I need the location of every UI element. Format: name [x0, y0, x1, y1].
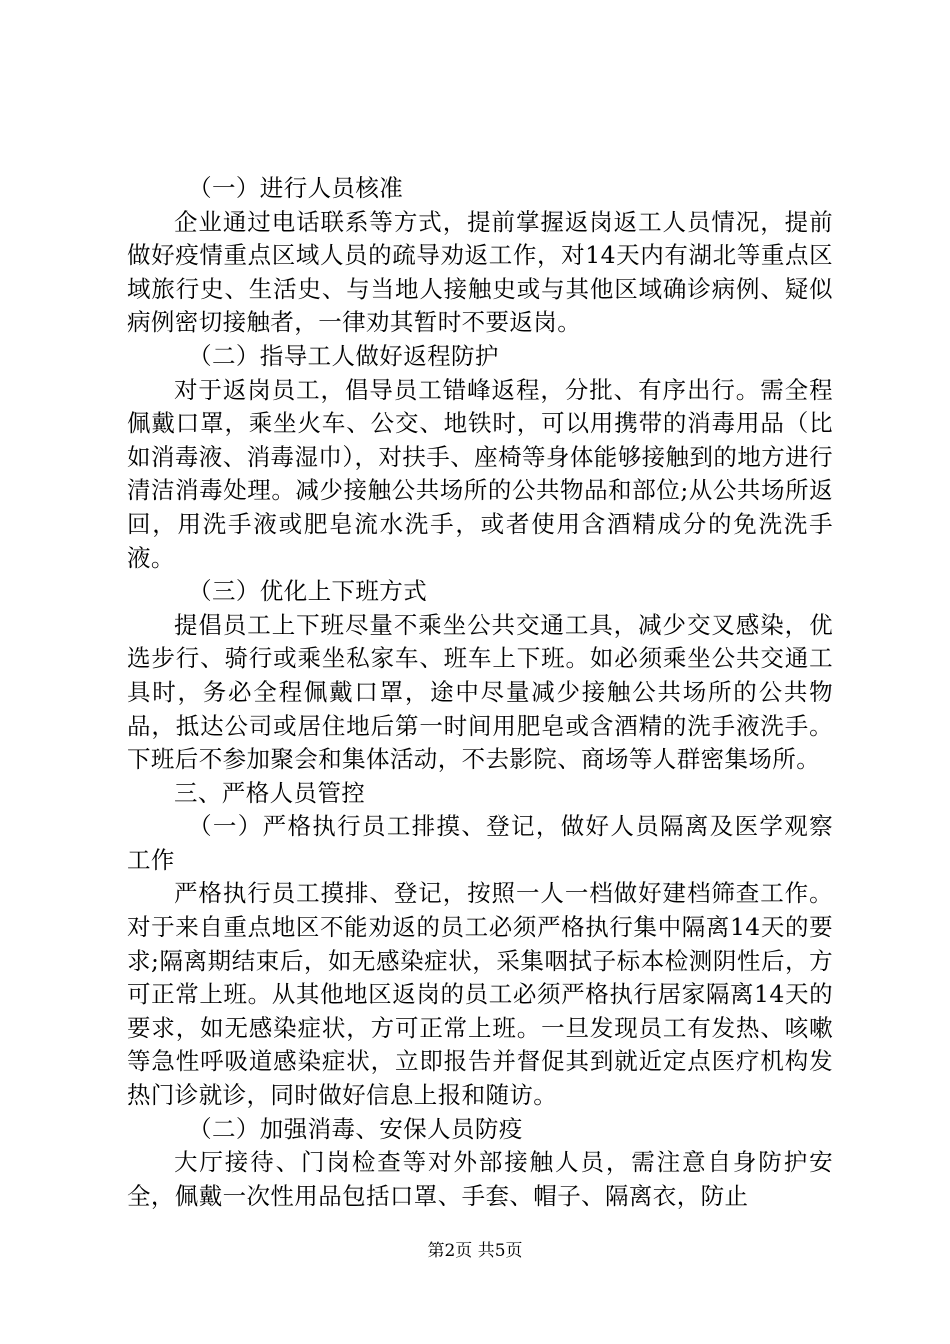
- paragraph-registration-isolation: 严格执行员工摸排、登记，按照一人一档做好建档筛查工作。对于来自重点地区不能劝返的员工必须严格执行集中隔离14天的要求;隔离期结束后，如无感染症状，采集咽拭子标本检测阴性后，方可正常上班。从其他地区返岗的员工必须严格执行居家隔离14天的要求，如无感染症状，方可正常上班。一旦发现员工有发热、咳嗽等急性呼吸道感染症状，立即报告并督促其到就近定点医疗机构发热门诊就诊，同时做好信息上报和随访。: [127, 879, 833, 1110]
- document-body: [127, 172, 833, 1213]
- section-heading-return-protection: （二）指导工人做好返程防护: [188, 341, 499, 370]
- section-heading-registration-isolation: （一）严格执行员工排摸、登记，做好人员隔离及医学观察工作: [127, 812, 833, 874]
- paragraph-personnel-verification: 企业通过电话联系等方式，提前掌握返岗返工人员情况，提前做好疫情重点区域人员的疏导劝返工作，对14天内有湖北等重点区域旅行史、生活史、与当地人接触史或与其他区域确诊病例、疑似病例密切接触者，一律劝其暂时不要返岗。: [127, 207, 833, 337]
- section-heading-personnel-verification: （一）进行人员核准: [188, 174, 404, 202]
- section-title-personnel-control: 三、严格人员管控: [174, 778, 366, 807]
- paragraph-security-staff: 大厅接待、门岗检查等对外部接触人员，需注意自身防护安全，佩戴一次性用品包括口罩、手套、帽子、隔离衣，防止: [127, 1148, 833, 1210]
- section-heading-commute: （三）优化上下班方式: [188, 577, 428, 606]
- paragraph-commute: 提倡员工上下班尽量不乘坐公共交通工具，减少交叉感染，优选步行、骑行或乘坐私家车、班车上下班。如必须乘坐公共交通工具时，务必全程佩戴口罩，途中尽量减少接触公共场所的公共物品，抵达公司或居住地后第一时间用肥皂或含酒精的洗手液洗手。下班后不参加聚会和集体活动，不去影院、商场等人群密集场所。: [127, 610, 833, 774]
- section-heading-security-staff: （二）加强消毒、安保人员防疫: [188, 1114, 523, 1143]
- paragraph-return-protection: 对于返岗员工，倡导员工错峰返程，分批、有序出行。需全程佩戴口罩，乘坐火车、公交、地铁时，可以用携带的消毒用品（比如消毒液、消毒湿巾），对扶手、座椅等身体能够接触到的地方进行清洁消毒处理。减少接触公共场所的公共物品和部位;从公共场所返回，用洗手液或肥皂流水洗手，或者使用含酒精成分的免洗洗手液。: [127, 375, 833, 572]
- page-footer: [0, 1240, 950, 1262]
- page-number-label: 第2页 共5页: [427, 1241, 523, 1261]
